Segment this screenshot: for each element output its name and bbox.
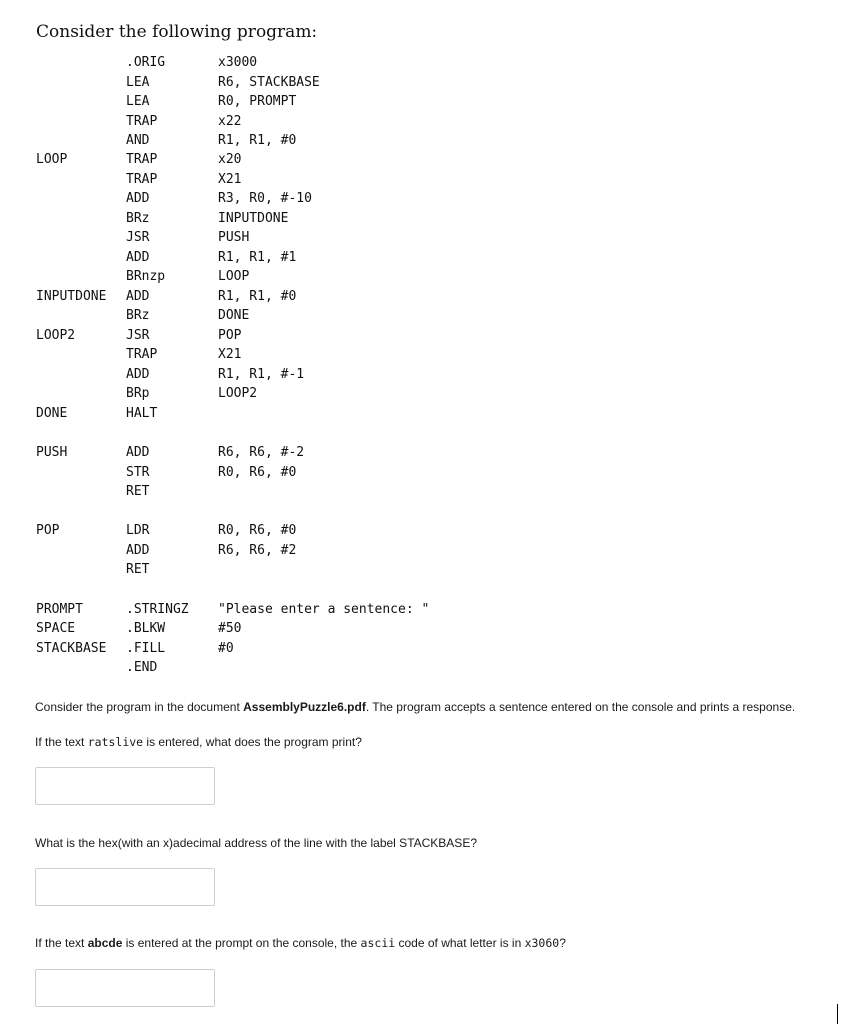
intro-text: Consider the following program: — [36, 22, 318, 42]
answer-1-input[interactable] — [35, 767, 215, 805]
program-opcode: LEA — [126, 75, 150, 90]
program-operands: R0, R6, #0 — [218, 465, 297, 480]
program-operands: R1, R1, #-1 — [218, 367, 305, 382]
program-operands: LOOP — [218, 269, 250, 284]
program-opcode: RET — [126, 562, 150, 577]
program-label: PUSH — [36, 445, 68, 460]
program-opcode: TRAP — [126, 347, 158, 362]
q3-prefix: If the text — [35, 936, 88, 950]
program-opcode: RET — [126, 484, 150, 499]
program-operands: x22 — [218, 114, 242, 129]
program-label: DONE — [36, 406, 68, 421]
program-opcode: BRz — [126, 211, 150, 226]
program-opcode: TRAP — [126, 172, 158, 187]
program-opcode: .STRINGZ — [126, 602, 189, 617]
program-opcode: BRz — [126, 308, 150, 323]
q3-middle2: code of what letter is in — [395, 936, 525, 950]
program-label: LOOP2 — [36, 328, 76, 343]
program-operands: x3000 — [218, 55, 258, 70]
program-label: SPACE — [36, 621, 76, 636]
q3-code-address: x3060 — [524, 936, 560, 950]
program-operands: POP — [218, 328, 242, 343]
q3-code-ascii: ascii — [360, 936, 396, 950]
program-opcode: ADD — [126, 367, 150, 382]
program-opcode: HALT — [126, 406, 158, 421]
program-opcode: BRp — [126, 386, 150, 401]
program-operands: R1, R1, #1 — [218, 250, 297, 265]
program-opcode: .END — [126, 660, 158, 675]
context-suffix: . The program accepts a sentence entered on the console and prints a response. — [365, 700, 796, 714]
program-operands: R6, STACKBASE — [218, 75, 320, 90]
program-opcode: .ORIG — [126, 55, 166, 70]
program-operands: R1, R1, #0 — [218, 289, 297, 304]
program-opcode: LEA — [126, 94, 150, 109]
program-operands: #50 — [218, 621, 242, 636]
document-name: AssemblyPuzzle6.pdf — [243, 700, 366, 714]
program-operands: R0, PROMPT — [218, 94, 297, 109]
q1-code: ratslive — [87, 735, 144, 749]
program-operands: INPUTDONE — [218, 211, 289, 226]
program-operands: "Please enter a sentence: " — [218, 602, 430, 617]
text-cursor — [837, 1004, 838, 1024]
program-operands: R0, R6, #0 — [218, 523, 297, 538]
answer-3-input[interactable] — [35, 969, 215, 1007]
program-operands: PUSH — [218, 230, 250, 245]
answer-2-input[interactable] — [35, 868, 215, 906]
program-operands: LOOP2 — [218, 386, 258, 401]
program-opcode: JSR — [126, 230, 150, 245]
program-opcode: TRAP — [126, 114, 158, 129]
program-label: LOOP — [36, 152, 68, 167]
program-opcode: JSR — [126, 328, 150, 343]
program-operands: R3, R0, #-10 — [218, 191, 312, 206]
q3-middle: is entered at the prompt on the console, the — [122, 936, 361, 950]
program-label: STACKBASE — [36, 641, 107, 656]
program-opcode: ADD — [126, 250, 150, 265]
program-operands: DONE — [218, 308, 250, 323]
q3-bold: abcde — [87, 936, 123, 950]
program-opcode: TRAP — [126, 152, 158, 167]
context-text — [35, 700, 795, 714]
question-3 — [35, 936, 566, 950]
program-opcode: .BLKW — [126, 621, 166, 636]
q1-suffix: is entered, what does the program print? — [143, 735, 362, 749]
program-opcode: ADD — [126, 543, 150, 558]
program-operands: X21 — [218, 172, 242, 187]
program-operands: R6, R6, #-2 — [218, 445, 305, 460]
question-1 — [35, 735, 362, 749]
program-opcode: LDR — [126, 523, 150, 538]
program-opcode: STR — [126, 465, 150, 480]
program-operands: #0 — [218, 641, 234, 656]
program-opcode: ADD — [126, 445, 150, 460]
q1-prefix: If the text — [35, 735, 88, 749]
program-operands: x20 — [218, 152, 242, 167]
program-opcode: .FILL — [126, 641, 166, 656]
program-opcode: ADD — [126, 289, 150, 304]
program-opcode: ADD — [126, 191, 150, 206]
program-opcode: BRnzp — [126, 269, 166, 284]
program-operands: X21 — [218, 347, 242, 362]
question-2: What is the hex(with an x)adecimal address of the line with the label STACKBASE? — [35, 836, 477, 850]
context-prefix: Consider the program in the document — [35, 700, 244, 714]
program-label: POP — [36, 523, 60, 538]
program-label: PROMPT — [36, 602, 83, 617]
program-label: INPUTDONE — [36, 289, 107, 304]
program-operands: R6, R6, #2 — [218, 543, 297, 558]
program-operands: R1, R1, #0 — [218, 133, 297, 148]
q3-suffix: ? — [559, 936, 566, 950]
program-opcode: AND — [126, 133, 150, 148]
